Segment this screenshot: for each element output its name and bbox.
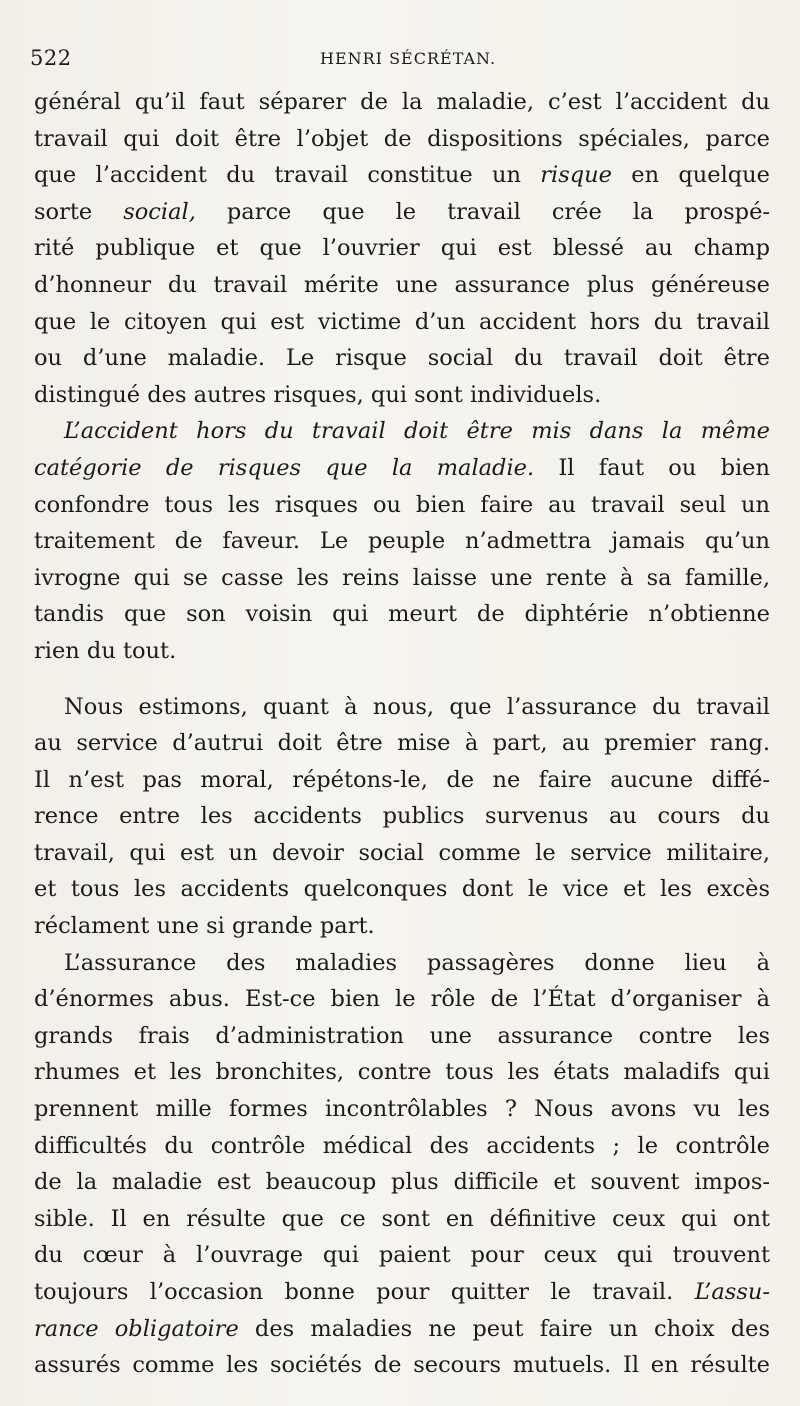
text-segment: d’énormes abus. Est-ce bien le rôle de l’État d’organiser à [34,986,770,1013]
text-line [34,377,770,414]
text-segment: confondre tous les risques ou bien faire au travail seul un [34,491,770,518]
text-line [34,523,770,560]
text-line [34,304,770,341]
text-line [34,1274,770,1311]
text-segment: difficultés du contrôle médical des accidents ; le contrôle [34,1132,770,1159]
text-line [34,230,770,267]
text-segment: prennent mille formes incontrôlables ? Nous avons vu les [34,1096,770,1123]
text-line [34,762,770,799]
text-line [34,560,770,597]
text-segment: traitement de faveur. Le peuple n’admettra jamais qu’un [34,528,770,555]
text-line [34,1091,770,1128]
text-line [34,798,770,835]
text-segment: sorte [34,198,124,225]
text-segment: des maladies ne peut faire un choix des [238,1315,771,1342]
text-segment: L’assurance des maladies passagères donne lieu à [64,949,770,976]
text-segment: rien du tout. [34,637,177,664]
text-line [34,194,770,231]
paragraph [34,945,770,1384]
text-segment: ou d’une maladie. Le risque social du travail doit être [34,345,770,372]
text-line [34,1164,770,1201]
text-segment: grands frais d’administration une assurance contre les [34,1022,770,1049]
paragraph-gap [34,670,770,689]
text-line [34,689,770,726]
text-line [34,1201,770,1238]
text-segment: assurés comme les sociétés de secours mutuels. Il en résulte [34,1352,770,1379]
paragraph [34,689,770,945]
body-text [34,84,770,1384]
text-segment: rhumes et les bronchites, contre tous les états maladifs qui [34,1059,770,1086]
text-segment: Nous estimons, quant à nous, que l’assurance du travail [64,693,770,720]
text-segment: tandis que son voisin qui meurt de diphtérie n’obtienne [34,601,770,628]
text-line [34,157,770,194]
text-line [34,267,770,304]
text-line [34,1311,770,1348]
text-line [34,981,770,1018]
text-segment: en quelque [611,162,770,189]
paragraph [34,413,770,669]
text-segment: au service d’autrui doit être mise à part, au premier rang. [34,730,770,757]
text-line [34,633,770,670]
italic-text: social, [123,198,196,225]
text-segment: général qu’il faut séparer de la maladie, c’est l’accident du [34,89,770,115]
text-segment: sible. Il en résulte que ce sont en définitive ceux qui ont [34,1205,770,1232]
text-line [34,340,770,377]
italic-text: L’assu- [694,1279,770,1305]
text-line [34,1237,770,1274]
text-line [34,1128,770,1165]
text-line [34,871,770,908]
text-segment: rence entre les accidents publics survenus au cours du [34,803,770,830]
text-segment: travail, qui est un devoir social comme le service militaire, [34,839,770,866]
italic-text: L’accident hors du travail doit être mis dans la même [64,418,770,445]
running-title: HENRI SÉCRÉTAN. [320,49,497,68]
text-segment: Il n’est pas moral, répétons-le, de ne faire aucune diffé- [34,766,770,793]
text-line [34,1347,770,1384]
italic-text: rance obligatoire [34,1315,239,1342]
italic-text: risque [540,162,612,189]
text-line [34,908,770,945]
text-segment: et tous les accidents quelconques dont le vice et les excès [34,876,770,903]
text-line [34,487,770,524]
text-segment: rité publique et que l’ouvrier qui est blessé au champ [34,235,770,262]
text-line [34,1054,770,1091]
text-segment: du cœur à l’ouvrage qui paient pour ceux qui trouvent [34,1242,770,1269]
running-head [30,46,770,76]
text-line [34,413,770,450]
text-segment: d’honneur du travail mérite une assurance plus généreuse [34,271,770,298]
text-line [34,450,770,487]
text-line [34,725,770,762]
text-line [34,835,770,872]
text-segment: travail qui doit être l’objet de dispositions spéciales, parce [34,125,770,152]
italic-text: catégorie de risques que la maladie. [34,454,535,481]
text-segment: que l’accident du travail constitue un [34,162,541,189]
text-line [34,596,770,633]
text-line [34,945,770,982]
text-line [34,84,770,121]
text-segment: réclament une si grande part. [34,913,375,940]
text-line [34,121,770,158]
page-number: 522 [30,46,72,70]
text-segment: distingué des autres risques, qui sont individuels. [34,381,602,408]
paragraph [34,84,770,413]
text-segment: parce que le travail crée la prospé- [195,198,770,225]
text-line [34,1018,770,1055]
text-segment: ivrogne qui se casse les reins laisse une rente à sa famille, [34,564,770,591]
text-segment: toujours l’occasion bonne pour quitter le travail. [34,1279,695,1305]
text-segment: de la maladie est beaucoup plus difficile et souvent impos- [34,1169,770,1196]
text-segment: Il faut ou bien [534,454,770,481]
text-segment: que le citoyen qui est victime d’un accident hors du travail [34,308,770,335]
